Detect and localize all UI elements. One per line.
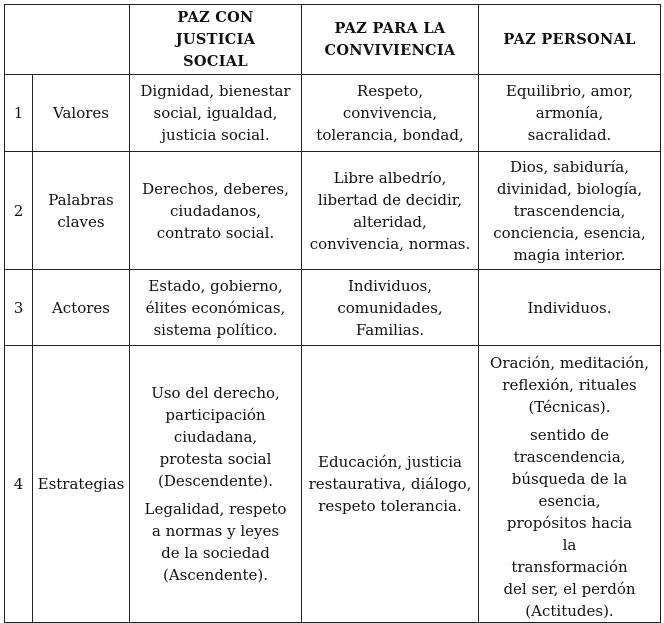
cell-justicia (130, 75, 302, 152)
cell-personal (479, 346, 661, 623)
cell-convivencia (302, 346, 479, 623)
cell-text: Legalidad, respeto a normas y leyes de la sociedad (Ascendente). (144, 500, 287, 584)
header-row (5, 5, 661, 75)
header-paz-convivencia: PAZ PARA LA CONVIVIENCIA (302, 5, 479, 75)
cell-text: Individuos. (527, 298, 612, 317)
cell-convivencia (302, 270, 479, 346)
peace-table-container (4, 4, 661, 623)
cell-convivencia (302, 75, 479, 152)
cell-text: Educación, justicia restaurativa, diálogo, respeto tolerancia. (308, 453, 472, 515)
cell-text: Dignidad, bienestar social, igualdad, justicia social. (140, 82, 291, 144)
row-number: 3 (5, 270, 33, 346)
cell-text: Individuos, comunidades, Familias. (337, 276, 443, 339)
cell-text: Dios, sabiduría, divinidad, biología, trascendencia, conciencia, esencia, magia interior. (493, 157, 646, 264)
cell-justicia (130, 346, 302, 623)
row-number: 4 (5, 346, 33, 623)
cell-text: Oración, meditación, reflexión, rituales (Técnicas). (490, 354, 649, 416)
cell-text: Respeto, convivencia, tolerancia, bondad, (316, 82, 464, 144)
row-number: 2 (5, 152, 33, 270)
row-label: Valores (33, 75, 130, 152)
row-label: Palabras claves (33, 152, 130, 270)
table-row (5, 152, 661, 270)
table-row (5, 270, 661, 346)
cell-text: sentido de trascendencia, búsqueda de la esencia, propósitos hacia la transformación del ser, el perdón (Actitudes). (503, 426, 636, 620)
cell-convivencia (302, 152, 479, 270)
cell-personal (479, 75, 661, 152)
cell-text: Equilibrio, amor, armonía, sacralidad. (505, 82, 634, 144)
header-paz-personal: PAZ PERSONAL (479, 5, 661, 75)
cell-personal (479, 152, 661, 270)
row-number: 1 (5, 75, 33, 152)
cell-text: Estado, gobierno, élites económicas, sistema político. (145, 276, 286, 339)
cell-text: Derechos, deberes, ciudadanos, contrato social. (142, 179, 289, 242)
peace-comparison-table (4, 4, 661, 623)
header-paz-justicia-social: PAZ CON JUSTICIA SOCIAL (130, 5, 302, 75)
cell-personal (479, 270, 661, 346)
table-row (5, 75, 661, 152)
cell-justicia (130, 270, 302, 346)
cell-text: Libre albedrío, libertad de decidir, alteridad, convivencia, normas. (309, 168, 471, 253)
row-label: Estrategias (33, 346, 130, 623)
table-row (5, 346, 661, 623)
cell-justicia (130, 152, 302, 270)
header-empty-cell (5, 5, 130, 75)
cell-text: Uso del derecho, participación ciudadana, protesta social (Descendente). (151, 384, 280, 490)
row-label: Actores (33, 270, 130, 346)
